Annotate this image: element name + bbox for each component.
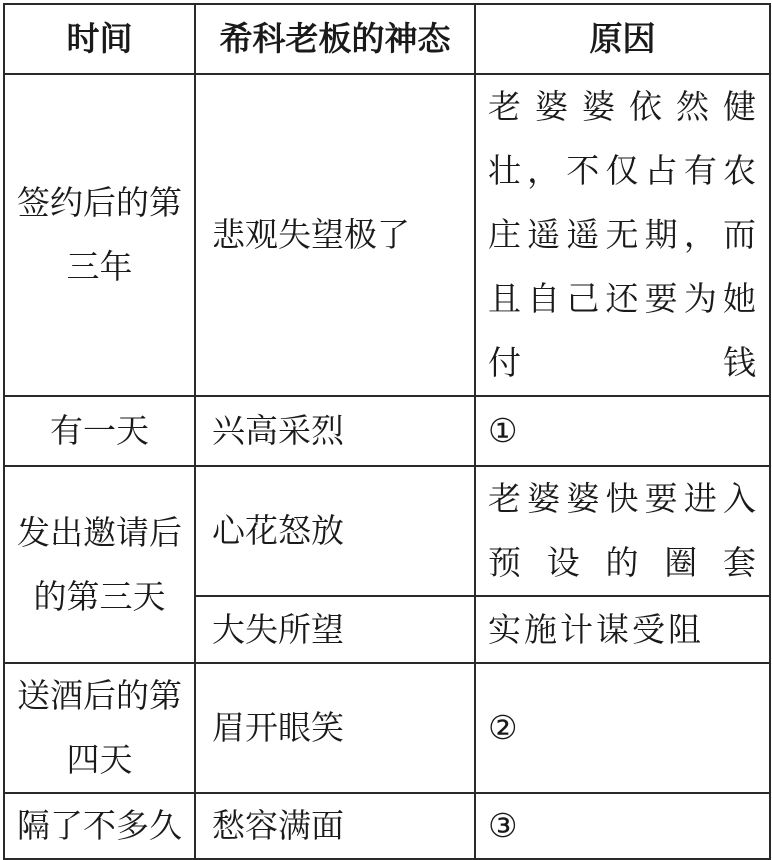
header-expression: 希科老板的神态 [195, 4, 475, 74]
reason-cell: ② [475, 663, 770, 793]
time-cell: 发出邀请后的第三天 [4, 466, 195, 663]
expression-cell: 大失所望 [195, 596, 475, 663]
table-row [4, 663, 770, 793]
expression-cell: 愁容满面 [195, 793, 475, 859]
header-row [4, 4, 770, 74]
reason-cell: 老婆婆依然健壮，不仅占有农庄遥遥无期，而且自己还要为她付钱 [475, 74, 770, 396]
time-cell: 有一天 [4, 396, 195, 466]
expression-cell: 悲观失望极了 [195, 74, 475, 396]
table-row [4, 396, 770, 466]
time-cell: 送酒后的第四天 [4, 663, 195, 793]
table-row [4, 74, 770, 396]
time-cell: 隔了不多久 [4, 793, 195, 859]
data-table [3, 3, 771, 860]
header-time: 时间 [4, 4, 195, 74]
reason-cell: ① [475, 396, 770, 466]
time-cell: 签约后的第三年 [4, 74, 195, 396]
header-reason: 原因 [475, 4, 770, 74]
expression-cell: 兴高采烈 [195, 396, 475, 466]
table-row [4, 793, 770, 859]
expression-cell: 眉开眼笑 [195, 663, 475, 793]
reason-cell: 实施计谋受阻 [475, 596, 770, 663]
reason-cell: 老婆婆快要进入预设的圈套 [475, 466, 770, 596]
reason-cell: ③ [475, 793, 770, 859]
table-row [4, 466, 770, 596]
expression-cell: 心花怒放 [195, 466, 475, 596]
